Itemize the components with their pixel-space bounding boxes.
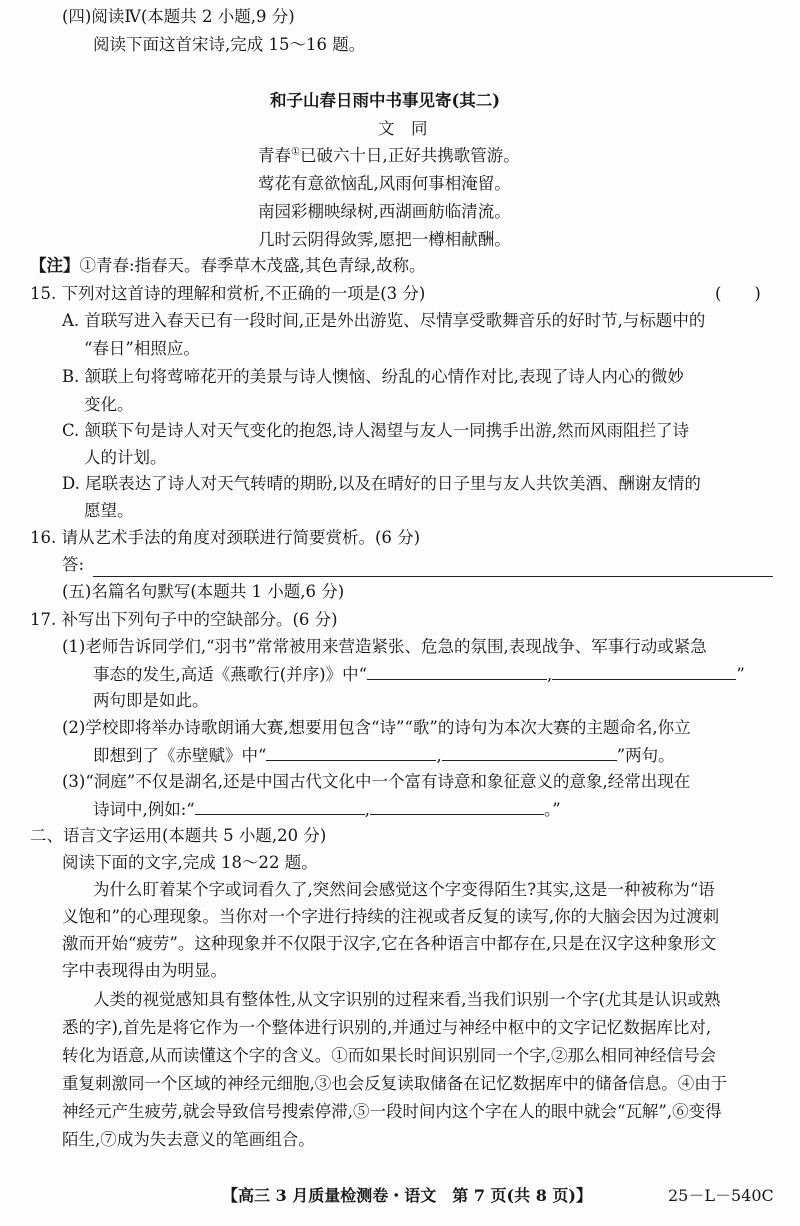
- q15-option-d-line2: 愿望。: [84, 501, 134, 520]
- q16-answer-label: 答:: [62, 555, 85, 574]
- poem-title: 和子山春日雨中书事见寄(其二): [270, 91, 501, 110]
- q16-answer-line[interactable]: [93, 576, 773, 577]
- footer-page-info: 【高三 3 月质量检测卷・语文 第 7 页(共 8 页)】: [222, 1186, 592, 1205]
- poem-line-3: 南园彩棚映绿树,西湖画舫临清流。: [258, 202, 511, 221]
- footer-code: 25－L－540C: [668, 1186, 774, 1205]
- q17-part2-line1: (2)学校即将举办诗歌朗诵大赛,想要用包含“诗”“歌”的诗句为本次大赛的主题命名,你立: [62, 718, 691, 737]
- poem-note: 【注】①青春:指春天。春季草木茂盛,其色青绿,故称。: [30, 256, 426, 275]
- q15-option-a-line1: A. 首联写进入春天已有一段时间,正是外出游览、尽情享受歌舞音乐的好时节,与标题中的: [62, 311, 706, 330]
- q17-part3-blank-1[interactable]: [195, 798, 365, 815]
- poem-author: 文 同: [378, 119, 428, 138]
- q15-option-c-line1: C. 颔联下句是诗人对天气变化的抱怨,诗人渴望与友人一同携手出游,然而风雨阻拦了诗: [62, 421, 690, 440]
- section4-intro: 阅读下面这首宋诗,完成 15～16 题。: [93, 35, 366, 54]
- poem-line-1: 青春①已破六十日,正好共携歌管游。: [258, 146, 520, 165]
- part2-intro: 阅读下面的文字,完成 18～22 题。: [62, 853, 318, 872]
- q15-stem: 15. 下列对这首诗的理解和赏析,不正确的一项是(3 分): [30, 284, 426, 303]
- passage-p1-line4: 字中表现得由为明显。: [62, 961, 227, 980]
- q17-part3-line2: 诗词中,例如:“ , 。”: [93, 800, 561, 819]
- q17-part1-line2: 事态的发生,高适《燕歌行(并序)》中“ , ”: [93, 665, 745, 684]
- poem-line-2: 莺花有意欲恼乱,风雨何事相淹留。: [258, 174, 511, 193]
- q15-option-b-line1: B. 颔联上句将莺啼花开的美景与诗人懊恼、纷乱的心情作对比,表现了诗人内心的微妙: [62, 367, 684, 386]
- q17-part2-blank-2[interactable]: [442, 744, 617, 761]
- q17-part1-line3: 两句即是如此。: [93, 691, 209, 710]
- q16-stem: 16. 请从艺术手法的角度对颈联进行简要赏析。(6 分): [30, 528, 421, 547]
- passage-p2-line5: 神经元产生疲劳,就会导致信号搜索停滞,⑤一段时间内这个字在人的眼中就会“瓦解”,⑥变得: [62, 1102, 722, 1121]
- passage-p1-line3: 激而开始“疲劳”。这种现象并不仅限于汉字,它在各种语言中都存在,只是在汉字这种象形文: [62, 934, 717, 953]
- passage-p1-line2: 义饱和”的心理现象。当你对一个字进行持续的注视或者反复的读写,你的大脑会因为过渡刺: [62, 907, 720, 926]
- q17-part1-blank-2[interactable]: [552, 663, 736, 680]
- q17-part1-blank-1[interactable]: [367, 663, 547, 680]
- q17-stem: 17. 补写出下列句子中的空缺部分。(6 分): [30, 610, 338, 629]
- q15-option-b-line2: 变化。: [84, 395, 134, 414]
- q17-part1-line1: (1)老师告诉同学们,“羽书”常常被用来营造紧张、危急的氛围,表现战争、军事行动或紧急: [62, 637, 707, 656]
- passage-p2-line3: 转化为语意,从而读懂这个字的含义。①而如果长时间识别同一个字,②那么相同神经信号会: [62, 1046, 716, 1065]
- q15-option-c-line2: 人的计划。: [84, 448, 167, 467]
- passage-p1-line1: 为什么盯着某个字或词看久了,突然间会感觉这个字变得陌生?其实,这是一种被称为“语: [93, 880, 715, 899]
- part2-title: 二、语言文字运用(本题共 5 小题,20 分): [30, 826, 327, 845]
- q17-part3-blank-2[interactable]: [370, 798, 544, 815]
- section5-title: (五)名篇名句默写(本题共 1 小题,6 分): [62, 582, 345, 601]
- passage-p2-line1: 人类的视觉感知具有整体性,从文字识别的过程来看,当我们识别一个字(尤其是认识或熟: [93, 990, 721, 1009]
- q15-answer-paren: ( ): [715, 284, 761, 303]
- passage-p2-line4: 重复刺激同一个区域的神经元细胞,③也会反复读取储备在记忆数据库中的储备信息。④由于: [62, 1074, 728, 1093]
- section4-title: (四)阅读Ⅳ(本题共 2 小题,9 分): [62, 7, 295, 26]
- poem-line-4: 几时云阴得敛霁,愿把一樽相献酬。: [258, 230, 511, 249]
- q15-option-a-line2: “春日”相照应。: [84, 339, 200, 358]
- passage-p2-line2: 悉的字),首先是将它作为一个整体进行识别的,并通过与神经中枢中的文字记忆数据库比对,: [62, 1018, 712, 1037]
- q15-option-d-line1: D. 尾联表达了诗人对天气转晴的期盼,以及在晴好的日子里与友人共饮美酒、酬谢友情的: [62, 474, 701, 493]
- passage-p2-line6: 陌生,⑦成为失去意义的笔画组合。: [62, 1130, 315, 1149]
- q17-part3-line1: (3)“洞庭”不仅是湖名,还是中国古代文化中一个富有诗意和象征意义的意象,经常出现在: [62, 772, 691, 791]
- q17-part2-line2: 即想到了《赤壁赋》中“ , ”两句。: [93, 746, 675, 765]
- q17-part2-blank-1[interactable]: [266, 744, 436, 761]
